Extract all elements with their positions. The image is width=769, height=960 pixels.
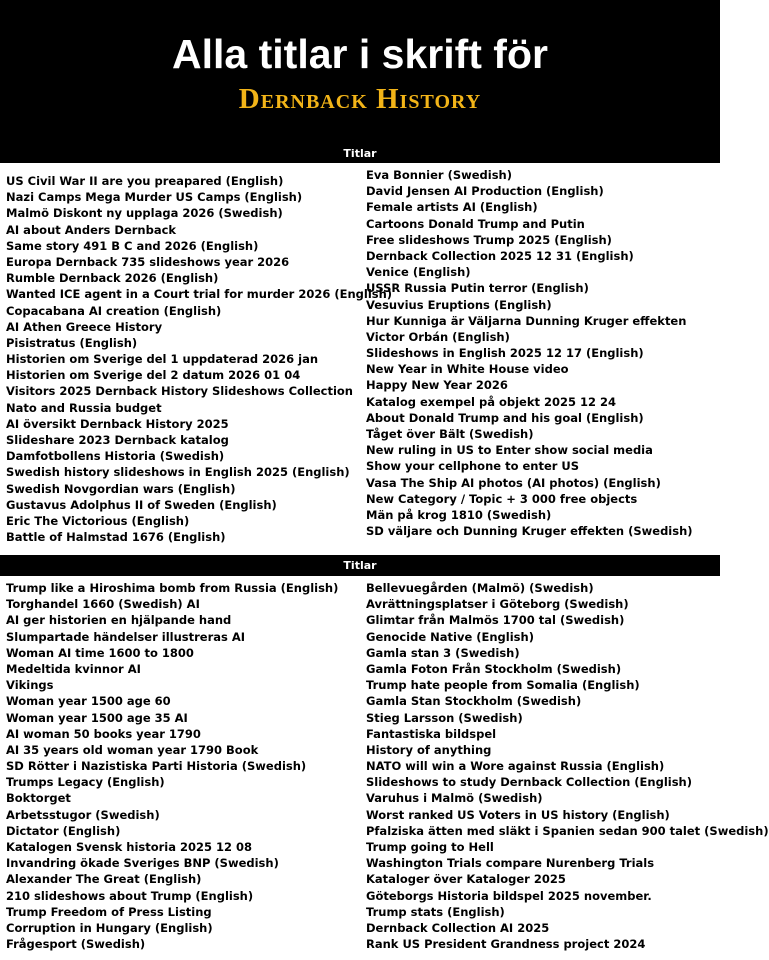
title-item[interactable]: Medeltida kvinnor AI (6, 661, 141, 676)
title-item[interactable]: Vesuvius Eruptions (English) (366, 297, 552, 312)
section-header-2: Titlar (0, 555, 720, 576)
title-item[interactable]: Gamla Stan Stockholm (Swedish) (366, 694, 582, 709)
title-item[interactable]: USSR Russia Putin terror (English) (366, 281, 589, 296)
title-item[interactable]: AI Athen Greece History (6, 319, 163, 334)
title-item[interactable]: Woman year 1500 age 35 AI (6, 710, 188, 725)
title-item[interactable]: History of anything (366, 742, 492, 757)
title-item[interactable]: Invandring ökade Sveriges BNP (Swedish) (6, 856, 279, 871)
title-item[interactable]: Vasa The Ship AI photos (AI photos) (English) (366, 475, 661, 490)
title-item[interactable]: US Civil War II are you preapared (English) (6, 174, 284, 188)
title-item[interactable]: Gamla Foton Från Stockholm (Swedish) (366, 661, 622, 676)
title-item[interactable]: Wanted ICE agent in a Court trial for murder 2026 (English) (6, 287, 393, 302)
title-item[interactable]: Göteborgs Historia bildspel 2025 november. (366, 888, 652, 903)
title-item[interactable]: Torghandel 1660 (Swedish) AI (6, 597, 200, 612)
title-item[interactable]: Pisistratus (English) (6, 335, 138, 350)
title-item[interactable]: Katalog exempel på objekt 2025 12 24 (366, 394, 617, 409)
title-item[interactable]: Slideshows to study Dernback Collection (English) (366, 775, 693, 790)
title-item[interactable]: Victor Orbán (English) (366, 329, 510, 344)
title-item[interactable]: Battle of Halmstad 1676 (English) (6, 530, 226, 545)
title-item[interactable]: AI ger historien en hjälpande hand (6, 613, 232, 628)
title-item[interactable]: AI översikt Dernback History 2025 (6, 416, 229, 431)
title-item[interactable]: Worst ranked US Voters in US history (English) (366, 807, 670, 822)
title-item[interactable]: Trump hate people from Somalia (English) (366, 678, 640, 693)
title-item[interactable]: Slideshare 2023 Dernback katalog (6, 433, 229, 447)
title-item[interactable]: Nato and Russia budget (6, 400, 162, 415)
header-banner (0, 0, 720, 163)
title-item[interactable]: Swedish history slideshows in English 2025 (English) (6, 465, 350, 480)
title-item[interactable]: Dernback Collection 2025 12 31 (English) (366, 248, 634, 263)
title-item[interactable]: Woman year 1500 age 60 (6, 694, 171, 709)
title-item[interactable]: Varuhus i Malmö (Swedish) (366, 791, 543, 806)
page-subtitle: Dernback History (238, 83, 482, 115)
title-item[interactable]: Slideshows in English 2025 12 17 (English) (366, 346, 644, 361)
title-item[interactable]: Swedish Novgordian wars (English) (6, 481, 236, 496)
title-item[interactable]: Visitors 2025 Dernback History Slideshows Collection (6, 384, 353, 399)
title-item[interactable]: Nazi Camps Mega Murder US Camps (English) (6, 190, 303, 205)
title-item[interactable]: New Year in White House video (366, 362, 569, 377)
title-item[interactable]: Cartoons Donald Trump and Putin (366, 216, 585, 231)
title-item[interactable]: Trump like a Hiroshima bomb from Russia (English) (6, 581, 339, 595)
title-item[interactable]: Arbetsstugor (Swedish) (6, 807, 160, 822)
section-header-1: Titlar (343, 147, 377, 160)
title-item[interactable]: Trump going to Hell (366, 840, 494, 854)
page-title: Alla titlar i skrift för (172, 31, 548, 77)
title-item[interactable]: AI 35 years old woman year 1790 Book (6, 742, 259, 757)
title-item[interactable]: Pfalziska ätten med släkt i Spanien sedan 900 talet (Swedish) (366, 823, 769, 838)
section2-right-list (366, 580, 769, 952)
title-item[interactable]: Female artists AI (English) (366, 200, 538, 215)
title-item[interactable]: Trump Freedom of Press Listing (6, 904, 212, 919)
title-item[interactable]: NATO will win a Wore against Russia (English) (366, 759, 665, 774)
title-item[interactable]: Woman AI time 1600 to 1800 (6, 645, 194, 660)
title-item[interactable]: Bellevuegården (Malmö) (Swedish) (366, 581, 594, 595)
title-item[interactable]: Kataloger över Kataloger 2025 (366, 872, 566, 887)
title-item[interactable]: Alexander The Great (English) (6, 872, 202, 887)
title-item[interactable]: Tåget över Bält (Swedish) (366, 427, 534, 441)
title-item[interactable]: Fantastiska bildspel (366, 726, 497, 741)
title-item[interactable]: Slumpartade händelser illustreras AI (6, 629, 246, 644)
title-item[interactable]: Damfotbollens Historia (Swedish) (6, 449, 225, 464)
title-item[interactable]: Frågesport (Swedish) (6, 937, 146, 952)
title-item[interactable]: Katalogen Svensk historia 2025 12 08 (6, 840, 253, 854)
title-item[interactable]: Glimtar från Malmös 1700 tal (Swedish) (366, 613, 625, 628)
title-item[interactable]: Eva Bonnier (Swedish) (366, 168, 512, 182)
title-item[interactable]: Dictator (English) (6, 823, 121, 838)
title-item[interactable]: David Jensen AI Production (English) (366, 184, 604, 199)
title-item[interactable]: AI woman 50 books year 1790 (6, 726, 201, 741)
title-item[interactable]: Trumps Legacy (English) (6, 775, 165, 790)
title-item[interactable]: Washington Trials compare Nurenberg Trials (366, 856, 655, 871)
title-item[interactable]: Europa Dernback 735 slideshows year 2026 (6, 254, 290, 269)
title-item[interactable]: Show your cellphone to enter US (366, 459, 580, 474)
title-item[interactable]: Happy New Year 2026 (366, 378, 508, 393)
title-item[interactable]: Eric The Victorious (English) (6, 513, 190, 528)
title-item[interactable]: Trump stats (English) (366, 904, 505, 919)
title-item[interactable]: Venice (English) (366, 265, 471, 280)
title-item[interactable]: Hur Kunniga är Väljarna Dunning Kruger effekten (366, 313, 687, 328)
title-item[interactable]: Rank US President Grandness project 2024 (366, 937, 646, 952)
title-item[interactable]: Stieg Larsson (Swedish) (366, 710, 523, 725)
title-item[interactable]: Genocide Native (English) (366, 629, 534, 644)
section1-left-list (6, 173, 392, 545)
title-item[interactable]: SD väljare och Dunning Kruger effekten (Swedish) (366, 524, 693, 539)
title-item[interactable]: Free slideshows Trump 2025 (English) (366, 232, 612, 247)
title-item[interactable]: Gustavus Adolphus II of Sweden (English) (6, 497, 277, 512)
title-item[interactable]: AI about Anders Dernback (6, 222, 177, 237)
title-item[interactable]: Avrättningsplatser i Göteborg (Swedish) (366, 597, 629, 612)
title-item[interactable]: New Category / Topic + 3 000 free objects (366, 491, 638, 506)
title-item[interactable]: Vikings (6, 678, 54, 693)
title-item[interactable]: Historien om Sverige del 2 datum 2026 01 04 (6, 368, 301, 383)
section1-right-list (366, 167, 693, 539)
title-item[interactable]: Historien om Sverige del 1 uppdaterad 2026 jan (6, 352, 319, 367)
title-item[interactable]: Dernback Collection AI 2025 (366, 920, 550, 935)
title-item[interactable]: Same story 491 B C and 2026 (English) (6, 238, 259, 253)
title-item[interactable]: Män på krog 1810 (Swedish) (366, 507, 552, 522)
title-item[interactable]: Corruption in Hungary (English) (6, 920, 213, 935)
title-item[interactable]: New ruling in US to Enter show social media (366, 443, 653, 458)
title-item[interactable]: 210 slideshows about Trump (English) (6, 888, 254, 903)
title-item[interactable]: Boktorget (6, 791, 71, 806)
title-item[interactable]: About Donald Trump and his goal (English) (366, 410, 644, 425)
title-item[interactable]: Malmö Diskont ny upplaga 2026 (Swedish) (6, 206, 283, 221)
section2-left-list (6, 580, 338, 952)
title-item[interactable]: Rumble Dernback 2026 (English) (6, 271, 219, 286)
title-item[interactable]: Gamla stan 3 (Swedish) (366, 645, 520, 660)
title-item[interactable]: SD Rötter i Nazistiska Parti Historia (Swedish) (6, 759, 307, 774)
title-item[interactable]: Copacabana AI creation (English) (6, 303, 222, 318)
